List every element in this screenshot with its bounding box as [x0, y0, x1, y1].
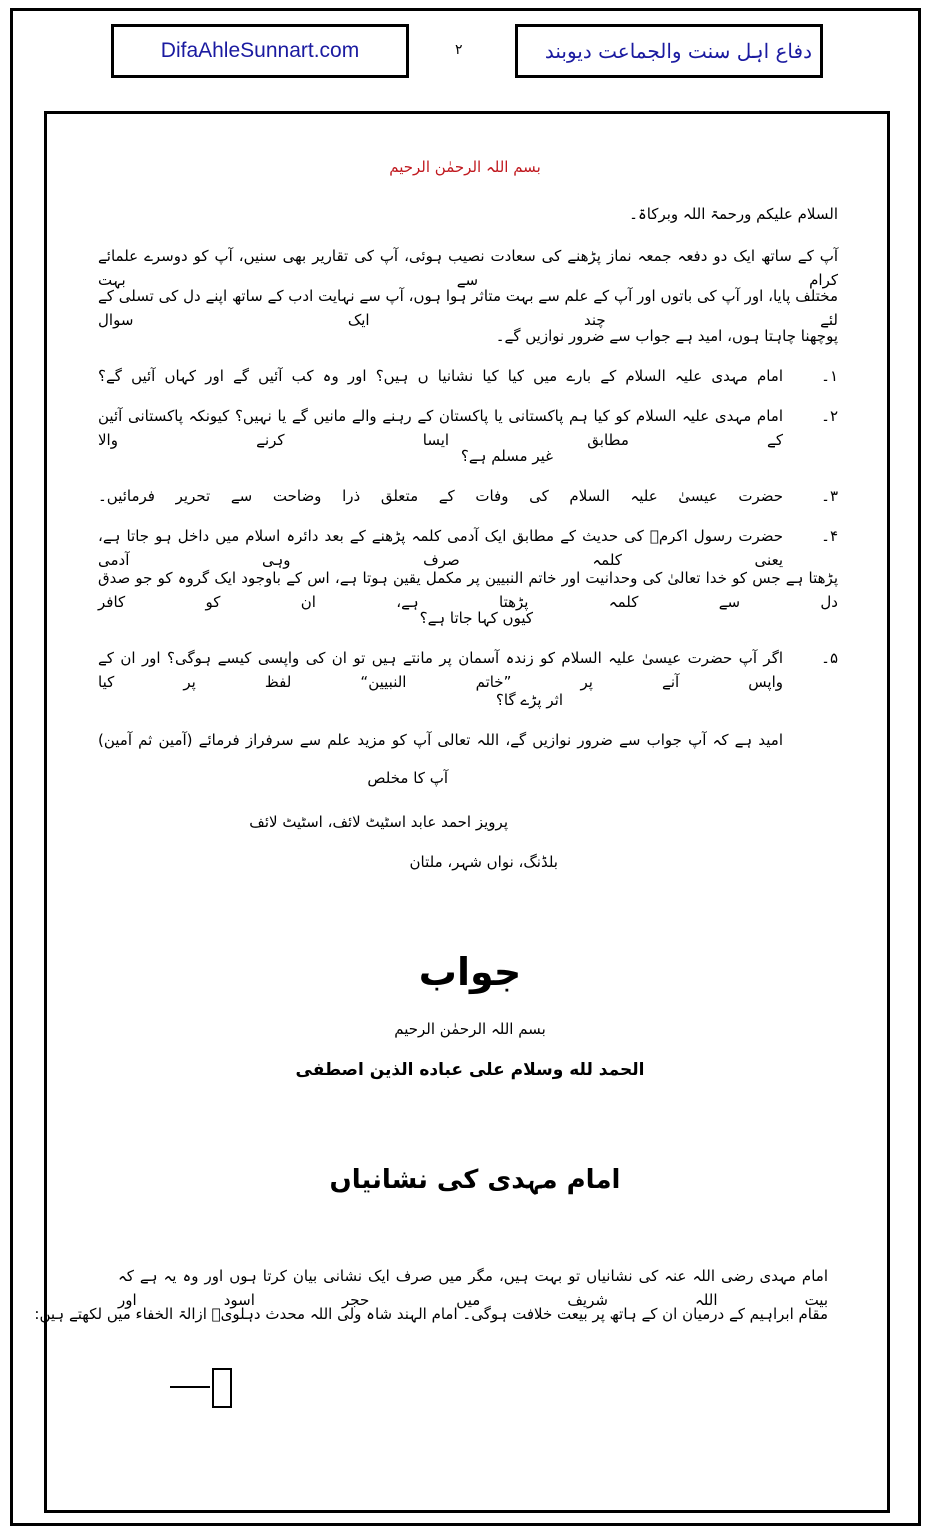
letter-bismillah: بسم اللہ الرحمٰن الرحیم	[389, 158, 541, 176]
letter-paragraph-line-2: مختلف پایا، اور آپ کی باتوں اور آپ کے علم سے بہت متاثر ہوا ہوں، آپ سے نہایت ادب کے ساتھ اپنے دل کی تسلی کے لئے چند ایک سوال	[98, 287, 838, 329]
site-url-box[interactable]	[111, 24, 409, 78]
sender-address: بلڈنگ، نواں شہر، ملتان	[409, 853, 558, 871]
publication-title: دفاع اہل سنت والجماعت دیوبند	[544, 39, 812, 63]
letter-sincerely: آپ کا مخلص	[367, 769, 448, 787]
letter-closing: امید ہے کہ آپ جواب سے ضرور نوازیں گے، اللہ تعالی آپ کو مزید علم سے سرفراز فرمائے (آمین ثم آمین)	[98, 731, 783, 749]
question-3-text: حضرت عیسیٰ علیہ السلام کی وفات کے متعلق ذرا وضاحت سے تحریر فرمائیں۔	[98, 487, 783, 505]
question-1-text: امام مہدی علیہ السلام کے بارے میں کیا کیا نشانیا ں ہیں؟ اور وہ کب آئیں گے اور کہاں آئیں گے؟	[98, 367, 783, 385]
question-4-number: ۴۔	[821, 527, 838, 545]
answer-bismillah: بسم اللہ الرحمٰن الرحیم	[394, 1020, 546, 1038]
question-4-line-3: کیوں کہا جاتا ہے؟	[419, 609, 533, 627]
question-2-line-2: غیر مسلم ہے؟	[460, 447, 553, 465]
placeholder-glyph-box	[170, 1368, 236, 1412]
section-title: امام مہدی کی نشانیاں	[329, 1165, 621, 1195]
letter-paragraph-line-3: پوچھنا چاہتا ہوں، امید ہے جواب سے ضرور نوازیں گے۔	[495, 327, 838, 345]
publication-title-box	[515, 24, 823, 78]
question-5-line-2: اثر پڑے گا؟	[495, 691, 563, 709]
answer-paragraph-line-1: امام مہدی رضی اللہ عنہ کی نشانیاں تو بہت ہیں، مگر میں صرف ایک نشانی بیان کرتا ہوں اور وہ یہ ہے کہ بیت اللہ شریف میں حجر اسود اور	[118, 1267, 828, 1309]
letter-greeting: السلام علیکم ورحمۃ اللہ وبرکاۃ۔	[629, 205, 838, 223]
question-2-number: ۲۔	[821, 407, 838, 425]
answer-hamd: الحمد لله وسلام على عباده الذين اصطفى	[295, 1060, 645, 1080]
question-4-line-2: پڑھتا ہے جس کو خدا تعالیٰ کی وحدانیت اور خاتم النبیین پر مکمل یقین ہوتا ہے، اس کے باوجود ایک گروہ کو جو صدق دل سے کلمہ پڑھتا ہے، ان کو کافر	[98, 569, 838, 611]
question-2-line-1: امام مہدی علیہ السلام کو کیا ہم پاکستانی یا پاکستان کے رہنے والے مانیں گے یا نہیں؟ کیونکہ پاکستانی آئین کے مطابق ایسا کرنے والا	[98, 407, 783, 449]
question-3-number: ۳۔	[821, 487, 838, 505]
question-1-number: ۱۔	[821, 367, 838, 385]
site-url[interactable]: DifaAhleSunnart.com	[160, 39, 360, 62]
sender-name: پرویز احمد عابد اسٹیٹ لائف، اسٹیٹ لائف	[249, 813, 508, 831]
page-number: ۲	[455, 42, 463, 58]
dash-mark	[170, 1386, 210, 1388]
question-5-number: ۵۔	[821, 649, 838, 667]
letter-paragraph-line-1: آپ کے ساتھ ایک دو دفعہ جمعہ نماز پڑھنے کی سعادت نصیب ہوئی، آپ کی تقاریر بھی سنیں، آپ کو دوسرے علمائے کرام سے بہت	[98, 247, 838, 289]
question-4-line-1: حضرت رسول اکرمؐ کی حدیث کے مطابق ایک آدمی کلمہ پڑھنے کے بعد دائرہ اسلام میں داخل ہو جاتا ہے، یعنی کلمہ صرف وہی آدمی	[98, 527, 783, 569]
answer-title: جواب	[418, 950, 522, 994]
question-5-line-1: اگر آپ حضرت عیسیٰ علیہ السلام کو زندہ آسمان پر مانتے ہیں تو ان کی واپسی کیسے ہوگی؟ اور ان کے واپس آنے پر ”خاتم النبیین“ لفظ پر کیا	[98, 649, 783, 691]
missing-glyph-box	[212, 1368, 232, 1408]
answer-paragraph-line-2: مقام ابراہیم کے درمیان ان کے ہاتھ پر بیعت خلافت ہوگی۔ امام الہند شاہ ولی اللہ محدث دہلویؒ ازالۃ الخفاء میں لکھتے ہیں:	[34, 1305, 828, 1323]
